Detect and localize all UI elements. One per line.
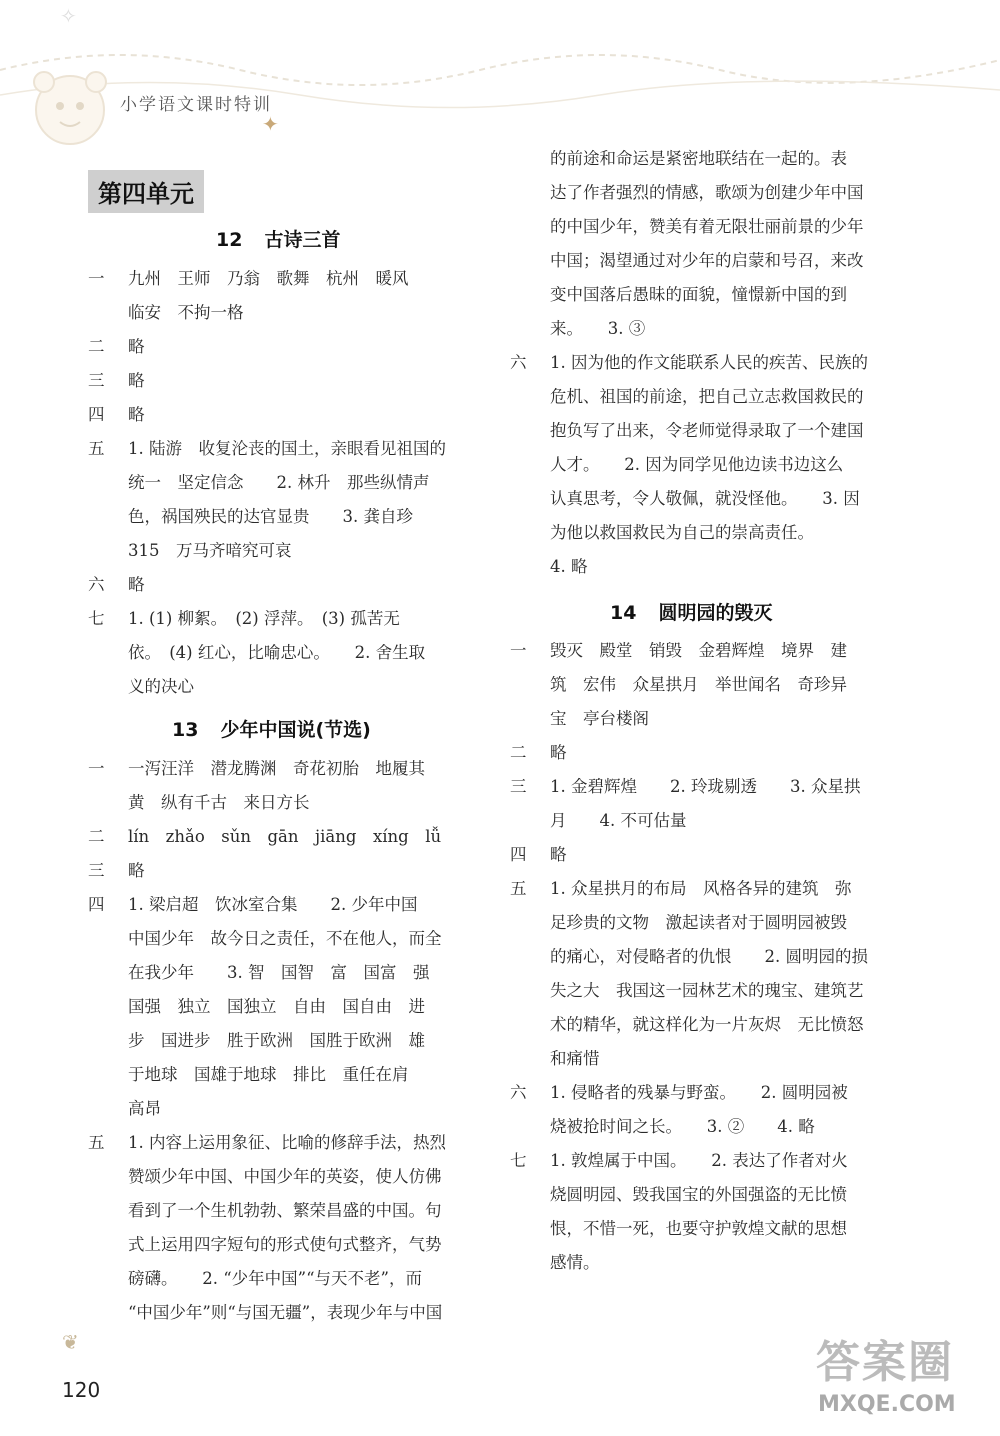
answer-line: 足珍贵的文物 激起读者对于圆明园被毁 xyxy=(550,913,847,932)
answer-line: 宝 亭台楼阁 xyxy=(550,709,649,728)
answer-body xyxy=(550,770,902,838)
question-mark: 六 xyxy=(88,575,105,594)
answer-body xyxy=(128,262,480,330)
answer-entry xyxy=(88,888,480,1126)
question-mark: 七 xyxy=(88,609,105,628)
answer-entry xyxy=(510,1076,902,1144)
answer-body xyxy=(128,398,480,432)
answer-entry xyxy=(510,770,902,838)
answer-body xyxy=(128,752,480,820)
answer-line: 略 xyxy=(128,861,145,880)
answer-line: 略 xyxy=(550,845,567,864)
answer-body xyxy=(550,838,902,872)
star-icon: ✦ xyxy=(262,112,279,136)
lesson-number: 14 xyxy=(610,602,637,624)
question-mark: 七 xyxy=(510,1151,527,1170)
question-mark: 五 xyxy=(88,439,105,458)
answer-body xyxy=(128,854,480,888)
watermark-site: MXQE.COM xyxy=(818,1392,956,1417)
answer-line: 315 万马齐喑究可哀 xyxy=(128,541,292,560)
answer-entry xyxy=(510,1144,902,1280)
leaf-icon: ❦ xyxy=(62,1330,79,1354)
answer-line: 危机、祖国的前途，把自己立志救国救民的 xyxy=(550,387,864,406)
answer-line: 来。 3. ③ xyxy=(550,319,646,338)
answer-line: 黄 纵有千古 来日方长 xyxy=(128,793,310,812)
answer-body xyxy=(128,364,480,398)
answer-line: 式上运用四字短句的形式使句式整齐，气势 xyxy=(128,1235,442,1254)
question-mark: 五 xyxy=(88,1133,105,1152)
answer-entry xyxy=(510,838,902,872)
lesson-number: 13 xyxy=(172,719,199,741)
watermark xyxy=(808,1322,988,1430)
question-mark: 二 xyxy=(510,743,527,762)
answer-entry xyxy=(88,752,480,820)
header-wave-decoration xyxy=(0,0,1000,140)
page-number: 120 xyxy=(62,1378,101,1402)
answer-line: 1. 众星拱月的布局 风格各异的建筑 弥 xyxy=(550,879,852,898)
answer-line: 1. 侵略者的残暴与野蛮。 2. 圆明园被 xyxy=(550,1083,848,1102)
answer-line: 步 国进步 胜于欧洲 国胜于欧洲 雄 xyxy=(128,1031,425,1050)
answer-entry xyxy=(88,330,480,364)
answer-body xyxy=(550,142,902,346)
mascot-icon xyxy=(20,60,120,150)
answer-line: 略 xyxy=(128,575,145,594)
answer-body xyxy=(128,602,480,704)
question-mark: 一 xyxy=(510,641,527,660)
answer-entry xyxy=(88,398,480,432)
book-title: 小学语文课时特训 xyxy=(120,95,272,115)
answer-body xyxy=(128,820,480,854)
answer-line: 看到了一个生机勃勃、繁荣昌盛的中国。句 xyxy=(128,1201,442,1220)
answer-line: 统一 坚定信念 2. 林升 那些纵情声 xyxy=(128,473,430,492)
answer-line: 毁灭 殿堂 销毁 金碧辉煌 境界 建 xyxy=(550,641,847,660)
answer-line: 在我少年 3. 智 国智 富 国富 强 xyxy=(128,963,430,982)
lesson-14-title xyxy=(610,598,772,625)
answer-entry xyxy=(88,364,480,398)
answer-line: lín zhǎo sǔn gān jiāng xíng lǚ xyxy=(128,827,442,846)
answer-line: 1. 陆游 收复沦丧的国土，亲眼看见祖国的 xyxy=(128,439,446,458)
answer-line: 略 xyxy=(128,337,145,356)
answer-entry xyxy=(510,346,902,584)
answer-line: 磅礴。 2. “少年中国”“与天不老”，而 xyxy=(128,1269,422,1288)
answer-line: “中国少年”则“与国无疆”，表现少年与中国 xyxy=(128,1303,443,1322)
question-mark: 二 xyxy=(88,337,105,356)
answer-line: 烧被抢时间之长。 3. ② 4. 略 xyxy=(550,1117,815,1136)
answer-line: 依。 (4) 红心，比喻忠心。 2. 舍生取 xyxy=(128,643,426,662)
question-mark: 四 xyxy=(510,845,527,864)
answer-line: 人才。 2. 因为同学见他边读书边这么 xyxy=(550,455,844,474)
answer-line: 变中国落后愚昧的面貌，憧憬新中国的到 xyxy=(550,285,847,304)
answer-line: 1. 敦煌属于中国。 2. 表达了作者对火 xyxy=(550,1151,848,1170)
answer-entry xyxy=(88,262,480,330)
answer-line: 1. 金碧辉煌 2. 玲珑剔透 3. 众星拱 xyxy=(550,777,861,796)
answer-line: 术的精华，就这样化为一片灰烬 无比愤怒 xyxy=(550,1015,864,1034)
answer-line: 烧圆明园、毁我国宝的外国强盗的无比愤 xyxy=(550,1185,847,1204)
answer-entry xyxy=(510,872,902,1076)
answer-line: 恨，不惜一死，也要守护敦煌文献的思想 xyxy=(550,1219,847,1238)
question-mark: 一 xyxy=(88,759,105,778)
question-mark: 三 xyxy=(88,861,105,880)
answer-line: 1. 梁启超 饮冰室合集 2. 少年中国 xyxy=(128,895,418,914)
answer-body xyxy=(128,432,480,568)
answer-line: 一泻汪洋 潜龙腾渊 奇花初胎 地履其 xyxy=(128,759,425,778)
answer-line: 1. 因为他的作文能联系人民的疾苦、民族的 xyxy=(550,353,868,372)
answer-line: 为他以救国救民为自己的崇高责任。 xyxy=(550,523,814,542)
answer-line: 失之大 我国这一园林艺术的瑰宝、建筑艺 xyxy=(550,981,864,1000)
lesson-name: 古诗三首 xyxy=(264,229,341,251)
question-mark: 四 xyxy=(88,405,105,424)
answer-body xyxy=(550,634,902,736)
question-mark: 三 xyxy=(88,371,105,390)
answer-line: 略 xyxy=(128,405,145,424)
answer-line: 月 4. 不可估量 xyxy=(550,811,687,830)
answer-body xyxy=(128,888,480,1126)
question-mark: 一 xyxy=(88,269,105,288)
answer-line: 认真思考，令人敬佩，就没怪他。 3. 因 xyxy=(550,489,860,508)
question-mark: 二 xyxy=(88,827,105,846)
answer-line: 的前途和命运是紧密地联结在一起的。表 xyxy=(550,149,847,168)
answer-line: 达了作者强烈的情感，歌颂为创建少年中国 xyxy=(550,183,864,202)
answer-line: 中国少年 故今日之责任，不在他人，而全 xyxy=(128,929,442,948)
answer-entry xyxy=(510,142,902,346)
answer-line: 的痛心，对侵略者的仇恨 2. 圆明园的损 xyxy=(550,947,868,966)
answer-body xyxy=(550,346,902,584)
lesson-name: 少年中国说(节选) xyxy=(220,719,371,741)
question-mark: 五 xyxy=(510,879,527,898)
answer-line: 九州 王师 乃翁 歌舞 杭州 暖风 xyxy=(128,269,409,288)
answer-body xyxy=(128,330,480,364)
answer-entry xyxy=(88,1126,480,1330)
answer-entry xyxy=(88,432,480,568)
unit-title: 第四单元 xyxy=(88,170,204,213)
answer-line: 1. (1) 柳絮。 (2) 浮萍。 (3) 孤苦无 xyxy=(128,609,400,628)
answer-entry xyxy=(88,854,480,888)
answer-body xyxy=(128,568,480,602)
answer-entry xyxy=(88,602,480,704)
answer-line: 感情。 xyxy=(550,1253,600,1272)
question-mark: 六 xyxy=(510,1083,527,1102)
answer-body xyxy=(550,736,902,770)
answer-body xyxy=(128,1126,480,1330)
answer-line: 于地球 国雄于地球 排比 重任在肩 xyxy=(128,1065,409,1084)
answer-line: 略 xyxy=(128,371,145,390)
answer-entry xyxy=(510,634,902,736)
answer-line: 国强 独立 国独立 自由 国自由 进 xyxy=(128,997,425,1016)
answer-line: 略 xyxy=(550,743,567,762)
star-icon: ✧ xyxy=(60,4,77,28)
answer-body xyxy=(550,1144,902,1280)
answer-line: 色，祸国殃民的达官显贵 3. 龚自珍 xyxy=(128,507,413,526)
answer-line: 赞颂少年中国、中国少年的英姿，使人仿佛 xyxy=(128,1167,442,1186)
answer-line: 4. 略 xyxy=(550,557,588,576)
watermark-logo-text: 答案圈 xyxy=(816,1337,954,1388)
question-mark: 六 xyxy=(510,353,527,372)
lesson-12-title xyxy=(216,225,340,252)
answer-body xyxy=(550,1076,902,1144)
answer-entry xyxy=(88,820,480,854)
answer-line: 1. 内容上运用象征、比喻的修辞手法，热烈 xyxy=(128,1133,446,1152)
answer-line: 临安 不拘一格 xyxy=(128,303,244,322)
answer-line: 高昂 xyxy=(128,1099,161,1118)
lesson-13-title xyxy=(172,715,371,742)
answer-line: 的中国少年，赞美有着无限壮丽前景的少年 xyxy=(550,217,864,236)
answer-line: 中国；渴望通过对少年的启蒙和号召，来改 xyxy=(550,251,864,270)
answer-line: 筑 宏伟 众星拱月 举世闻名 奇珍异 xyxy=(550,675,847,694)
answer-entry xyxy=(88,568,480,602)
lesson-name: 圆明园的毁灭 xyxy=(658,602,773,624)
question-mark: 四 xyxy=(88,895,105,914)
lesson-number: 12 xyxy=(216,229,243,251)
question-mark: 三 xyxy=(510,777,527,796)
answer-body xyxy=(550,872,902,1076)
answer-line: 抱负写了出来，令老师觉得录取了一个建国 xyxy=(550,421,864,440)
answer-line: 义的决心 xyxy=(128,677,194,696)
answer-line: 和痛惜 xyxy=(550,1049,600,1068)
answer-entry xyxy=(510,736,902,770)
